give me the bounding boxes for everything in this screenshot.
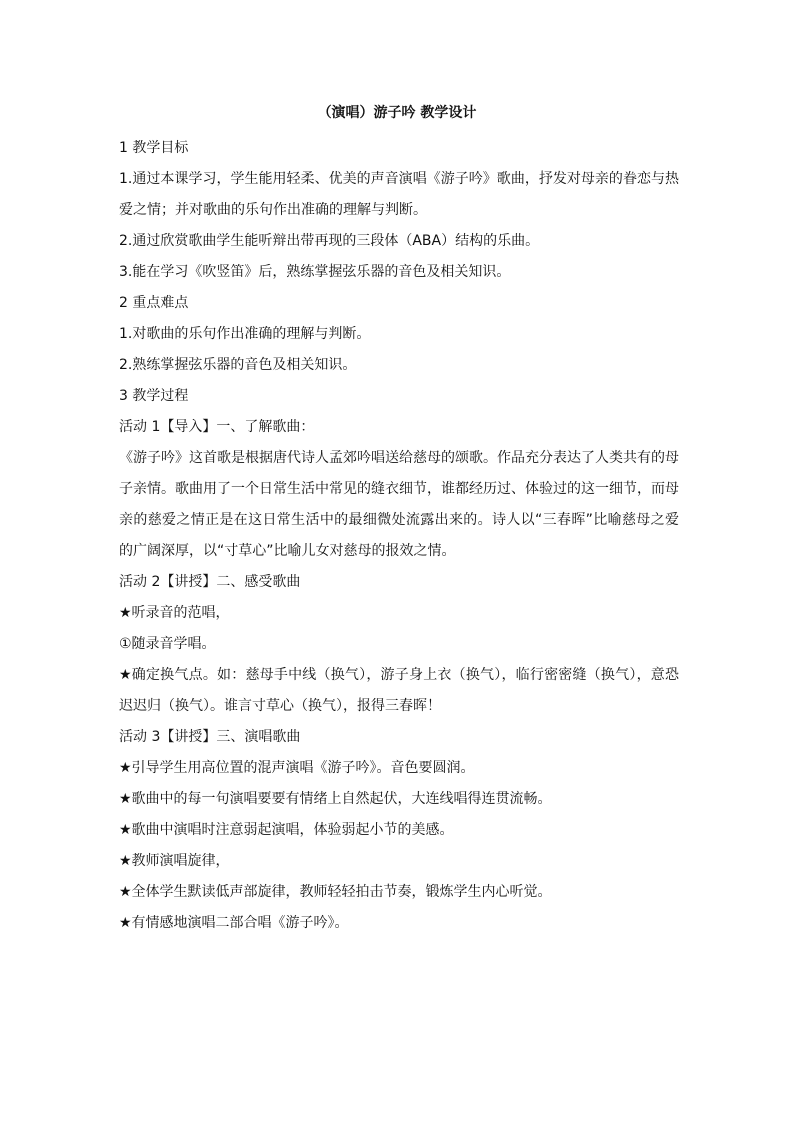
section-heading-process: 3 教学过程 xyxy=(119,388,189,404)
key-point-1: 1.对歌曲的乐句作出准确的理解与判断。 xyxy=(119,326,371,342)
activity-1-paragraph: 《游子吟》这首歌是根据唐代诗人孟郊吟唱送给慈母的颂歌。作品充分表达了人类共有的母子亲情。歌曲用了一个日常生活中常见的缝衣细节，谁都经历过、体验过的这一细节，而母亲的慈爱之情正是在这日常生活中的最细微处流露出来的。诗人以“三春晖”比喻慈母之爱的广阔深厚，以“寸草心”比喻儿女对慈母的报效之情。 xyxy=(119,450,679,559)
activity-2-item-3: ★确定换气点。如：慈母手中线（换气），游子身上衣（换气），临行密密缝（换气），意恐迟迟归（换气）。谁言寸草心（换气），报得三春晖！ xyxy=(119,667,679,714)
activity-3-item-4: ★教师演唱旋律， xyxy=(119,853,230,869)
activity-3-item-2: ★歌曲中的每一句演唱要要有情绪上自然起伏，大连线唱得连贯流畅。 xyxy=(119,791,552,807)
activity-1-heading: 活动 1【导入】一、了解歌曲： xyxy=(119,419,315,435)
activity-3-heading: 活动 3【讲授】三、演唱歌曲 xyxy=(119,729,301,745)
key-point-2: 2.熟练掌握弦乐器的音色及相关知识。 xyxy=(119,357,357,373)
document-body xyxy=(119,133,679,939)
objective-2: 2.通过欣赏歌曲学生能听辩出带再现的三段体（ABA）结构的乐曲。 xyxy=(119,233,540,249)
activity-2-heading: 活动 2【讲授】二、感受歌曲 xyxy=(119,574,301,590)
activity-3-item-1: ★引导学生用高位置的混声演唱《游子吟》。音色要圆润。 xyxy=(119,760,475,776)
objective-1: 1.通过本课学习，学生能用轻柔、优美的声音演唱《游子吟》歌曲，抒发对母亲的眷恋与热爱之情；并对歌曲的乐句作出准确的理解与判断。 xyxy=(119,171,679,218)
section-heading-objectives: 1 教学目标 xyxy=(119,140,189,156)
section-heading-key-points: 2 重点难点 xyxy=(119,295,189,311)
objective-3: 3.能在学习《吹竖笛》后，熟练掌握弦乐器的音色及相关知识。 xyxy=(119,264,511,280)
activity-3-item-5: ★全体学生默读低声部旋律，教师轻轻拍击节奏，锻炼学生内心听觉。 xyxy=(119,884,552,900)
activity-3-item-3: ★歌曲中演唱时注意弱起演唱，体验弱起小节的美感。 xyxy=(119,822,454,838)
activity-2-item-1: ★听录音的范唱， xyxy=(119,605,230,621)
activity-3-item-6: ★有情感地演唱二部合唱《游子吟》。 xyxy=(119,915,349,931)
activity-2-item-2: ①随录音学唱。 xyxy=(119,636,216,652)
document-title: （演唱）游子吟 教学设计 xyxy=(317,105,477,121)
